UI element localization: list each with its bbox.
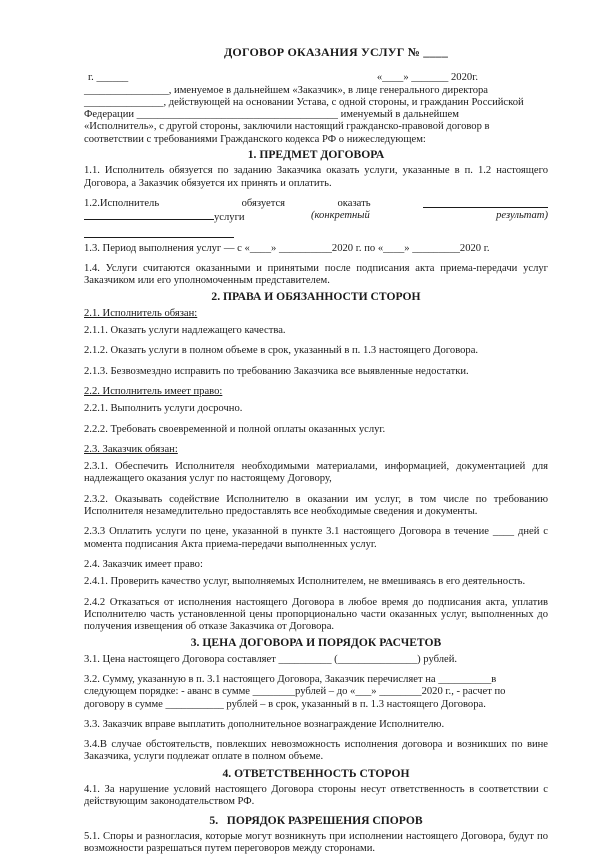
city-field: г. ______	[88, 72, 129, 84]
contract-date: «____» _______ 2020г.	[376, 72, 478, 84]
clause-1-1: 1.1. Исполнитель обязуется по заданию Заказчика оказать услуги, указанные в п. 1.2 настоящего Договора, а Заказчик обязуется их принять и оплатить.	[84, 165, 548, 189]
clause-2-1-2: 2.1.2. Оказать услуги в полном объеме в срок, указанный в п. 1.3 настоящего Договора.	[84, 345, 479, 357]
subsection-2-1: 2.1. Исполнитель обязан:	[84, 307, 198, 319]
section-3-heading: 3. ЦЕНА ДОГОВОРА И ПОРЯДОК РАСЧЕТОВ	[190, 636, 442, 650]
clause-3-4: 3.4.В случае обстоятельств, повлекших невозможность исполнения договора и возникших по вине Заказчика, услуги подлежат оплате в полном объеме.	[84, 739, 548, 763]
clause-1-2-word-executor: 1.2.Исполнитель	[84, 197, 160, 209]
section-5-heading: 5. ПОРЯДОК РАЗРЕШЕНИЯ СПОРОВ	[209, 813, 423, 827]
clause-1-2-line-1	[84, 198, 548, 210]
clause-1-2-word-provide: оказать	[337, 197, 371, 209]
clause-3-1: 3.1. Цена настоящего Договора составляет __________ (_______________) рублей.	[84, 653, 458, 665]
preamble-line-5: соответствии с требованиями Гражданского кодекса РФ о нижеследующем:	[84, 133, 426, 145]
clause-3-2-line-1: 3.2. Сумму, указанную в п. 3.1 настоящего Договора, Заказчик перечисляет на __________в	[84, 673, 497, 685]
preamble-line-2: _______________, действующей на основании Устава, с одной стороны, и гражданин Российской	[84, 96, 524, 108]
section-4-heading: 4. ОТВЕТСТВЕННОСТЬ СТОРОН	[222, 766, 410, 780]
clause-1-2-blank-3	[84, 228, 234, 238]
preamble-line-4: «Исполнитель», с другой стороны, заключили настоящий гражданско-правовой договор в	[84, 121, 490, 133]
clause-3-3: 3.3. Заказчик вправе выплатить дополнительное вознаграждение Исполнителю.	[84, 718, 445, 730]
preamble	[84, 85, 548, 146]
clause-2-1-3: 2.1.3. Безвозмездно исправить по требованию Заказчика все выявленные недостатки.	[84, 365, 469, 377]
clause-2-3-1: 2.3.1. Обеспечить Исполнителя необходимыми материалами, информацией, документацией для надлежащего оказания услуг по настоящему Договору,	[84, 461, 548, 485]
section-2-heading: 2. ПРАВА И ОБЯЗАННОСТИ СТОРОН	[211, 290, 421, 304]
clause-2-2-1: 2.2.1. Выполнить услуги досрочно.	[84, 403, 243, 415]
clause-3-2-line-2: следующем порядке: - аванс в сумме ________рублей – до «___» ________2020 г., - расчет по	[84, 686, 506, 698]
clause-1-2-word-specific: (конкретный	[310, 210, 370, 222]
clause-2-4-2: 2.4.2 Отказаться от исполнения настоящего Договора в любое время до подписания акта, уплатив Исполнителю часть установленной цены пропорционально части оказанных услуг, выполненных до получения извещения об отказе Заказчика от Договора.	[84, 596, 548, 633]
clause-5-1: 5.1. Споры и разногласия, которые могут возникнуть при исполнении настоящего Договора, будут по возможности разрешаться путем переговоров между сторонами.	[84, 830, 548, 855]
clause-3-2	[84, 674, 548, 711]
subsection-2-2: 2.2. Исполнитель имеет право:	[84, 385, 223, 397]
clause-1-2-line-2	[84, 210, 548, 224]
section-1-heading: 1. ПРЕДМЕТ ДОГОВОРА	[247, 148, 385, 162]
clause-1-2-word-result: результат)	[496, 210, 548, 222]
clause-2-4-1: 2.4.1. Проверить качество услуг, выполняемых Исполнителем, не вмешиваясь в его деятельность.	[84, 576, 526, 588]
clause-4-1: 4.1. За нарушение условий настоящего Договора стороны несут ответственность в соответствии с действующим законодательством РФ.	[84, 784, 548, 808]
clause-1-2-blank-2	[84, 210, 245, 224]
subsection-2-4: 2.4. Заказчик имеет право:	[84, 558, 203, 570]
clause-2-2-2: 2.2.2. Требовать своевременной и полной оплаты оказанных услуг.	[84, 423, 386, 435]
clause-1-2-word-services: услуги	[214, 212, 245, 224]
preamble-line-3: Федерации ______________________________________ именуемый в дальнейшем	[84, 109, 459, 121]
preamble-line-1: ________________, именуемое в дальнейшем «Заказчик», в лице генерального директора	[84, 84, 489, 96]
clause-2-1-1: 2.1.1. Оказать услуги надлежащего качества.	[84, 325, 286, 337]
city-date-row	[84, 72, 548, 84]
clause-2-3-3: 2.3.3 Оплатить услуги по цене, указанной в пункте 3.1 настоящего Договора в течение ____ дней с момента подписания Акта приема-передачи выполненных услуг.	[84, 526, 548, 550]
clause-2-3-2: 2.3.2. Оказывать содействие Исполнителю в оказании им услуг, в том числе по требованию Исполнителя незамедлительно предоставлять все необходимые сведения и документы.	[84, 493, 548, 518]
clause-3-2-line-3: договору в сумме ___________ рублей – в срок, указанный в п. 1.3 настоящего Договора.	[84, 698, 486, 710]
clause-1-2-word-obliges: обязуется	[241, 197, 286, 209]
clause-1-2-blank-1	[423, 198, 548, 208]
subsection-2-3: 2.3. Заказчик обязан:	[84, 443, 178, 455]
clause-1-3: 1.3. Период выполнения услуг — с «____» __________2020 г. по «____» _________2020 г.	[84, 242, 490, 254]
document-title: ДОГОВОР ОКАЗАНИЯ УСЛУГ № ____	[223, 45, 449, 59]
clause-1-4: 1.4. Услуги считаются оказанными и принятыми после подписания акта приема-передачи услуг Заказчиком или его уполномоченным представителем.	[84, 262, 548, 287]
